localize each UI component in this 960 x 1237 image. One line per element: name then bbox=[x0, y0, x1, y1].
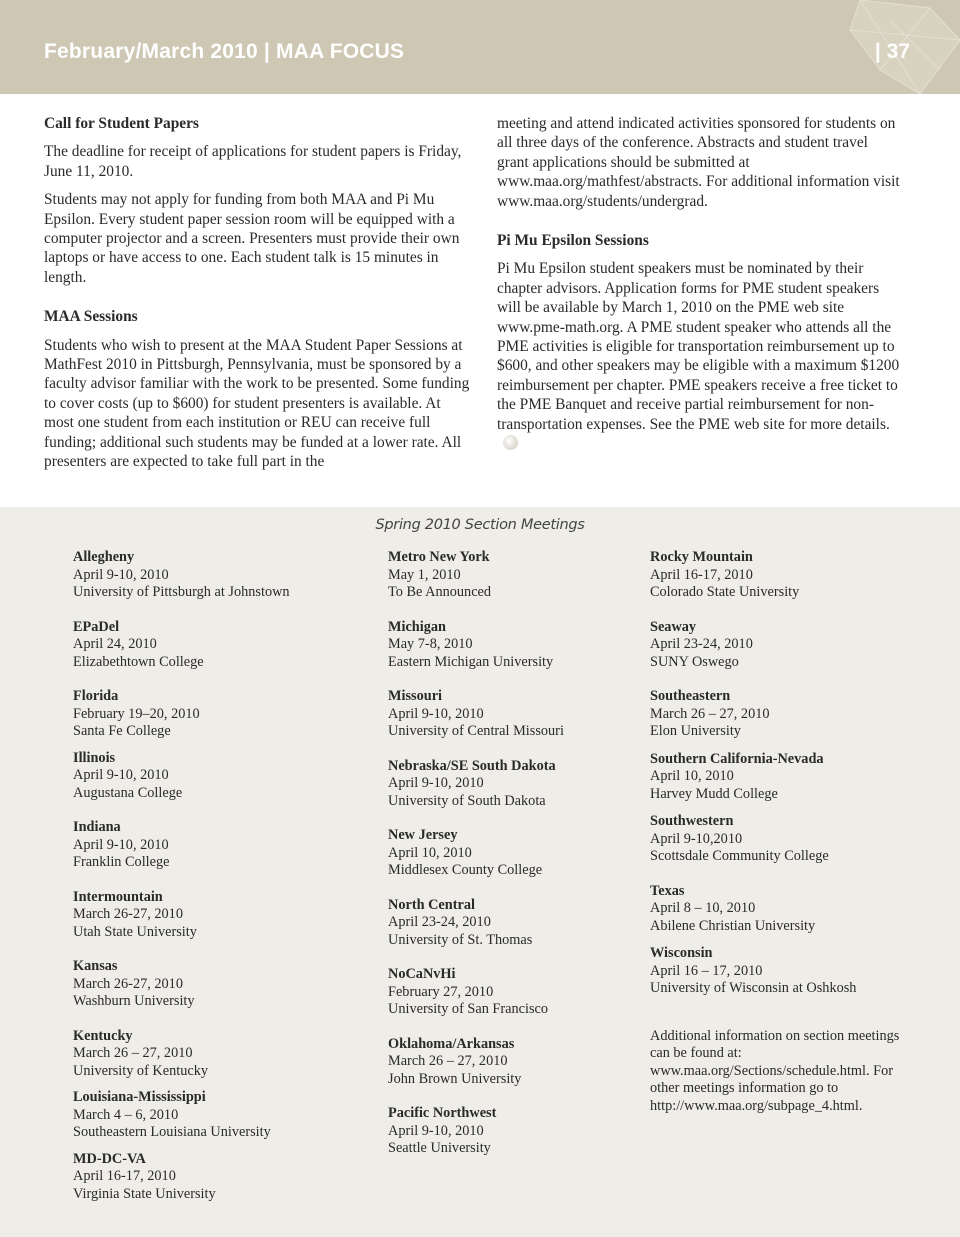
meeting-date: April 9-10, 2010 bbox=[388, 1122, 484, 1139]
meeting-date: April 9-10, 2010 bbox=[73, 566, 169, 583]
meeting-name: MD-DC-VA bbox=[73, 1150, 146, 1167]
meeting-name: New Jersey bbox=[388, 827, 458, 843]
meeting-place: Santa Fe College bbox=[73, 723, 171, 739]
meeting-date: March 26-27, 2010 bbox=[73, 906, 183, 922]
meeting-date: March 26 – 27, 2010 bbox=[73, 1045, 193, 1061]
meeting-entry bbox=[650, 945, 930, 998]
meeting-entry bbox=[388, 619, 638, 672]
meeting-place: John Brown University bbox=[388, 1070, 522, 1087]
meeting-entry bbox=[73, 1089, 363, 1142]
meeting-name: Kentucky bbox=[73, 1027, 133, 1044]
meetings-column-1 bbox=[73, 549, 363, 1220]
meeting-entry bbox=[650, 688, 930, 741]
meeting-entry bbox=[388, 549, 638, 602]
meeting-entry bbox=[650, 549, 930, 602]
meeting-name: Nebraska/SE South Dakota bbox=[388, 757, 556, 774]
meeting-entry bbox=[650, 619, 930, 672]
meeting-entry bbox=[388, 1036, 638, 1089]
meeting-name: Kansas bbox=[73, 958, 118, 974]
meeting-date: March 4 – 6, 2010 bbox=[73, 1106, 179, 1123]
page-header bbox=[0, 0, 960, 94]
meeting-place: Virginia State University bbox=[73, 1185, 216, 1202]
meeting-place: Washburn University bbox=[73, 993, 195, 1009]
meeting-entry bbox=[73, 889, 363, 942]
meeting-place: Augustana College bbox=[73, 784, 183, 801]
meeting-date: April 16-17, 2010 bbox=[73, 1168, 176, 1184]
page-title: February/March 2010 | MAA FOCUS bbox=[44, 40, 405, 63]
meeting-date: April 23-24, 2010 bbox=[388, 914, 491, 930]
meeting-entry bbox=[73, 750, 363, 803]
maa-paragraph: Students who wish to present at the MAA Student Paper Sessions at MathFest 2010 in Pittsburgh, Pennsylvania, must be sponsored by a faculty advisor familiar with the work to be presented. Some funding to cover costs (up to $600) for student presenters is available. At most one student from each institution or REU can receive full funding; additional such students may be funded at a lower rate. All presenters are expected to take full part in the bbox=[44, 336, 470, 471]
call-paragraph-2: Students may not apply for funding from both MAA and Pi Mu Epsilon. Every student paper session room will be equipped with a computer projector and a screen. Presenters must provide their own laptops or have access to one. Each student talk is 15 minutes in length. bbox=[44, 191, 460, 286]
meeting-place: Seattle University bbox=[388, 1140, 491, 1156]
meeting-place: University of Pittsburgh at Johnstown bbox=[73, 584, 290, 600]
meeting-name: EPaDel bbox=[73, 618, 120, 635]
meeting-entry bbox=[388, 966, 638, 1019]
meeting-name: Michigan bbox=[388, 618, 446, 635]
meeting-place: University of Kentucky bbox=[73, 1062, 208, 1079]
meeting-date: April 16 – 17, 2010 bbox=[650, 962, 763, 979]
meeting-entry bbox=[73, 619, 363, 672]
call-paragraph-1: The deadline for receipt of applications for student papers is Friday, June 11, 2010. bbox=[44, 143, 462, 180]
meeting-name: NoCaNvHi bbox=[388, 966, 456, 982]
meeting-place: Southeastern Louisiana University bbox=[73, 1124, 271, 1140]
meeting-place: Elon University bbox=[650, 723, 741, 739]
meeting-entry bbox=[388, 827, 638, 880]
meeting-place: University of Wisconsin at Oshkosh bbox=[650, 980, 857, 996]
meeting-place: Eastern Michigan University bbox=[388, 653, 554, 670]
meeting-date: May 7-8, 2010 bbox=[388, 636, 473, 652]
pme-paragraph-text: Pi Mu Epsilon student speakers must be nominated by their chapter advisors. Application forms for PME student speakers will be available by March 1, 2010 on the PME web site www.pme-math.org. A PME student speaker who attends all the PME activities is eligible for transportation reimbursement up to $600, and other speakers may be eligible with a maximum $1200 reimbursement per chapter. PME speakers receive a free ticket to the PME Banquet and receive partial reimbursement for non-transportation expenses. See the PME web site for more details. bbox=[497, 260, 900, 433]
meeting-entry bbox=[73, 1028, 363, 1081]
more-info-note: Additional information on section meetings can be found at: www.maa.org/Sections/schedule.html. For other meetings information go to http://www.maa.org/subpage_4.html. bbox=[650, 1027, 900, 1114]
meeting-name: Southwestern bbox=[650, 813, 734, 829]
meeting-entry bbox=[388, 758, 638, 811]
section-meetings-panel bbox=[0, 507, 960, 1237]
meeting-name: Missouri bbox=[388, 688, 443, 704]
meeting-date: April 8 – 10, 2010 bbox=[650, 900, 756, 916]
meeting-name: Southern California-Nevada bbox=[650, 750, 824, 767]
meeting-entry bbox=[650, 813, 930, 866]
meeting-entry bbox=[388, 688, 638, 741]
section-meetings-title: Spring 2010 Section Meetings bbox=[375, 517, 585, 533]
meeting-date: February 19–20, 2010 bbox=[73, 705, 200, 722]
meeting-place: University of San Francisco bbox=[388, 1001, 549, 1017]
pme-paragraph bbox=[497, 259, 902, 453]
meeting-name: Metro New York bbox=[388, 549, 490, 565]
meeting-place: University of Central Missouri bbox=[388, 723, 564, 739]
meeting-date: April 9-10,2010 bbox=[650, 830, 743, 847]
meeting-place: Colorado State University bbox=[650, 584, 800, 600]
meeting-name: Louisiana-Mississippi bbox=[73, 1089, 206, 1105]
meeting-date: February 27, 2010 bbox=[388, 983, 494, 1000]
article-left-column bbox=[44, 114, 474, 481]
meeting-name: North Central bbox=[388, 896, 475, 913]
meeting-date: March 26 – 27, 2010 bbox=[388, 1053, 508, 1069]
meeting-name: Wisconsin bbox=[650, 945, 713, 961]
meeting-place: SUNY Oswego bbox=[650, 653, 739, 670]
meeting-date: April 9-10, 2010 bbox=[388, 705, 484, 722]
meeting-name: Florida bbox=[73, 688, 119, 704]
meeting-place: To Be Announced bbox=[388, 584, 492, 600]
meeting-entry bbox=[650, 883, 930, 936]
meeting-place: Middlesex County College bbox=[388, 862, 543, 878]
meeting-place: Elizabethtown College bbox=[73, 653, 204, 670]
meetings-column-3 bbox=[650, 549, 930, 1115]
meetings-column-2 bbox=[388, 549, 638, 1175]
end-mark-icon bbox=[503, 435, 518, 450]
meeting-date: April 10, 2010 bbox=[388, 844, 472, 861]
maa-paragraph-continued: meeting and attend indicated activities sponsored for students on all three days of the conference. Abstracts and student travel grant applications should be submitted at www.maa.org/mathfest/abstracts. For additional information visit www.maa.org/students/undergrad. bbox=[497, 115, 900, 210]
page-number: | 37 bbox=[874, 40, 910, 63]
meeting-name: Texas bbox=[650, 882, 685, 899]
meeting-date: April 10, 2010 bbox=[650, 768, 734, 784]
meeting-name: Illinois bbox=[73, 749, 116, 766]
meeting-place: Scottsdale Community College bbox=[650, 848, 829, 864]
meeting-name: Seaway bbox=[650, 618, 697, 635]
pme-heading: Pi Mu Epsilon Sessions bbox=[497, 232, 649, 250]
meeting-entry bbox=[388, 1105, 638, 1158]
meeting-entry bbox=[73, 688, 363, 741]
meeting-entry bbox=[650, 751, 930, 804]
meeting-entry bbox=[73, 1151, 363, 1204]
meeting-entry bbox=[73, 958, 363, 1011]
meeting-place: Franklin College bbox=[73, 854, 170, 870]
meeting-name: Southeastern bbox=[650, 688, 731, 704]
meeting-entry bbox=[73, 549, 363, 602]
meeting-name: Intermountain bbox=[73, 888, 163, 905]
meeting-date: May 1, 2010 bbox=[388, 566, 461, 583]
meeting-place: Utah State University bbox=[73, 923, 197, 940]
meeting-date: April 9-10, 2010 bbox=[73, 767, 169, 783]
meeting-entry bbox=[388, 897, 638, 950]
call-heading: Call for Student Papers bbox=[44, 115, 199, 132]
meeting-date: April 16-17, 2010 bbox=[650, 566, 753, 583]
meeting-place: Harvey Mudd College bbox=[650, 785, 778, 802]
meeting-place: Abilene Christian University bbox=[650, 917, 816, 934]
meeting-name: Rocky Mountain bbox=[650, 549, 753, 565]
maa-heading: MAA Sessions bbox=[44, 308, 138, 326]
meeting-place: University of St. Thomas bbox=[388, 931, 533, 948]
meeting-date: April 23-24, 2010 bbox=[650, 636, 753, 652]
meeting-date: March 26-27, 2010 bbox=[73, 975, 183, 992]
meeting-name: Pacific Northwest bbox=[388, 1105, 497, 1121]
article-right-column bbox=[497, 114, 902, 463]
meeting-place: University of South Dakota bbox=[388, 792, 546, 809]
meeting-date: March 26 – 27, 2010 bbox=[650, 705, 770, 722]
meeting-date: April 9-10, 2010 bbox=[388, 775, 484, 791]
meeting-name: Indiana bbox=[73, 819, 121, 835]
meeting-name: Allegheny bbox=[73, 549, 135, 565]
meeting-name: Oklahoma/Arkansas bbox=[388, 1035, 515, 1052]
meeting-date: April 24, 2010 bbox=[73, 636, 157, 652]
meeting-entry bbox=[73, 819, 363, 872]
meeting-date: April 9-10, 2010 bbox=[73, 836, 169, 853]
